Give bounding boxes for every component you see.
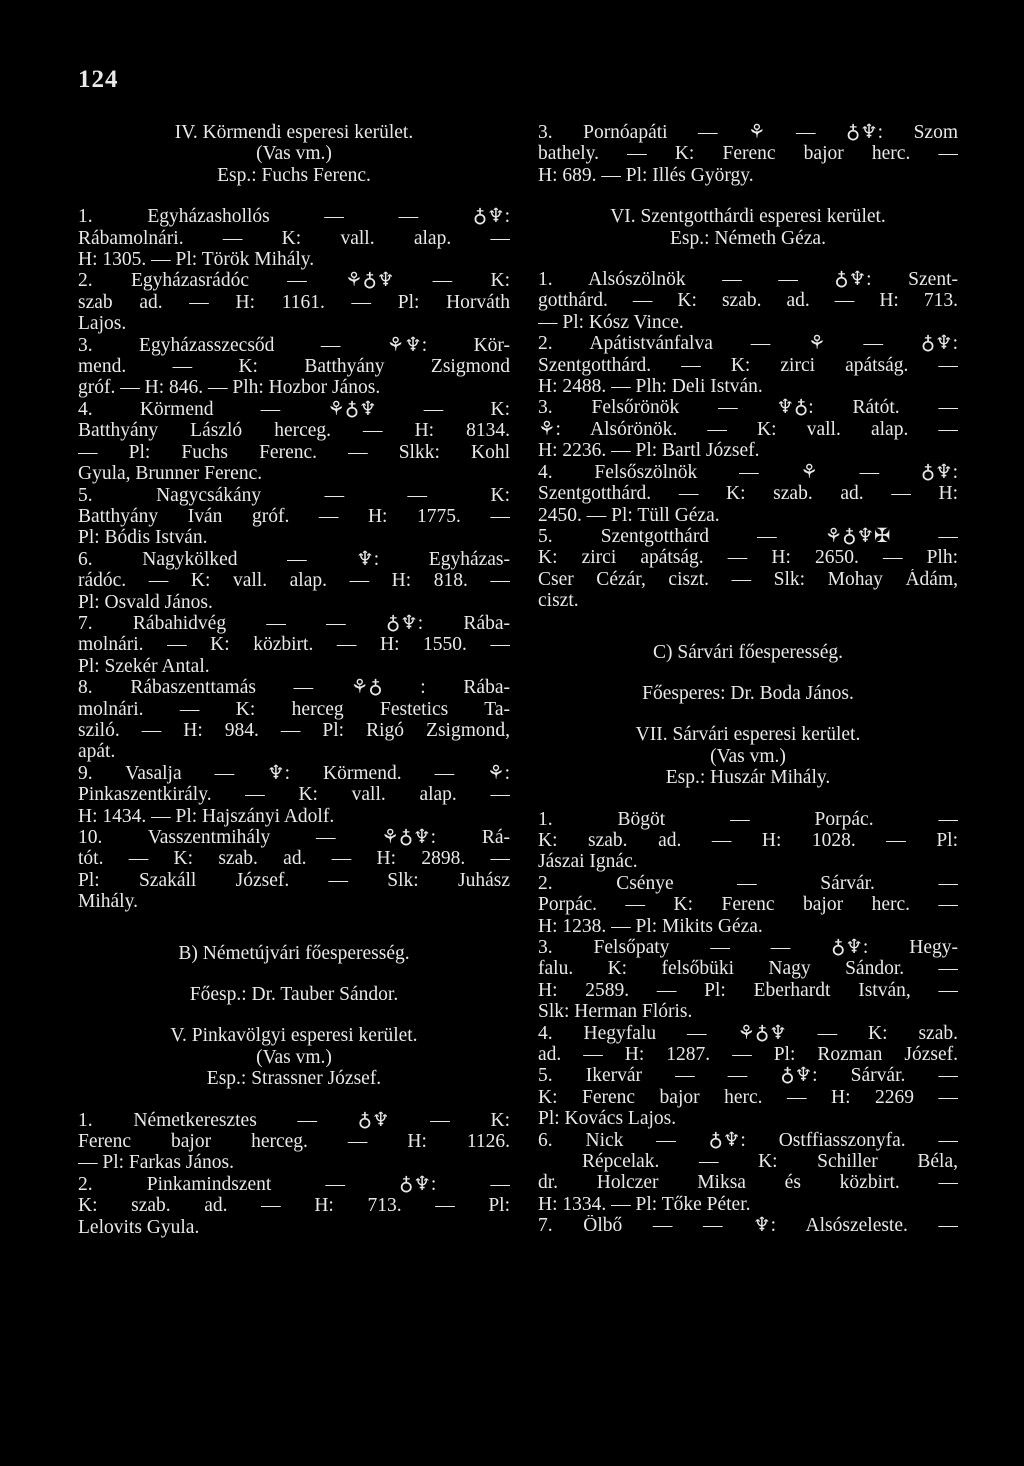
text-line: Rábamolnári. — K: vall. alap. —	[78, 227, 510, 249]
text-line: 5. Nagycsákány — — K:	[78, 484, 510, 506]
text-line: 2. Egyházasrádóc — ⚘♁♆ — K:	[78, 270, 510, 292]
text-line: (Vas vm.)	[256, 143, 332, 165]
text-line: 1. Bögöt — Porpác. —	[538, 808, 958, 830]
text-line: H: 689. — Pl: Illés György.	[538, 164, 754, 186]
text-line: 9. Vasalja — ♆: Körmend. — ⚘:	[78, 762, 510, 784]
left-column	[78, 122, 510, 1238]
text-line: 2. Apátistvánfalva — ⚘ — ♁♆:	[538, 333, 958, 355]
text-line: Főesperes: Dr. Boda János.	[642, 682, 854, 704]
text-line: K: szab. ad. — H: 1028. — Pl:	[538, 829, 958, 851]
text-line: Batthyány László herceg. — H: 8134.	[78, 420, 510, 442]
text-line: gotthárd. — K: szab. ad. — H: 713.	[538, 290, 958, 312]
text-line: bathely. — K: Ferenc bajor herc. —	[538, 143, 958, 165]
text-line: H: 1238. — Pl: Mikits Géza.	[538, 915, 763, 937]
text-line: VI. Szentgotthárdi esperesi kerület.	[610, 206, 886, 228]
text-line: 3. Felsőrönök — ♆♁: Rátót. —	[538, 397, 958, 419]
text-line: 1. Egyházashollós — — ♁♆:	[78, 206, 510, 228]
text-line: ciszt.	[538, 590, 579, 612]
text-line: 3. Egyházasszecsőd — ⚘♆: Kör-	[78, 334, 510, 356]
text-line: Szentgotthárd. — K: zirci apátság. —	[538, 354, 958, 376]
text-line: H: 1305. — Pl: Török Mihály.	[78, 249, 315, 271]
text-line: 2450. — Pl: Tüll Géza.	[538, 504, 720, 526]
text-line: (Vas vm.)	[710, 745, 786, 767]
text-line: K: Ferenc bajor herc. — H: 2269 —	[538, 1086, 958, 1108]
text-line: Esp.: Huszár Mihály.	[665, 767, 831, 789]
text-line: Lelovits Gyula.	[78, 1216, 200, 1238]
text-line: K: zirci apátság. — H: 2650. — Plh:	[538, 547, 958, 569]
text-line: Gyula, Brunner Ferenc.	[78, 463, 263, 485]
text-line: Pl: Osvald János.	[78, 591, 213, 613]
text-line: Ferenc bajor herceg. — H: 1126.	[78, 1131, 510, 1153]
text-line: 8. Rábaszenttamás — ⚘♁ : Rába-	[78, 677, 510, 699]
text-line: 10. Vasszentmihály — ⚘♁♆: Rá-	[78, 827, 510, 848]
text-line: 1. Németkeresztes — ♁♆ — K:	[78, 1109, 510, 1131]
text-line: Cser Cézár, ciszt. — Slk: Mohay Ádám,	[538, 568, 958, 590]
text-line: H: 2589. — Pl: Eberhardt István, —	[538, 979, 958, 1001]
text-line: 4. Felsőszölnök — ⚘ — ♁♆:	[538, 461, 958, 483]
text-line: apát.	[78, 741, 116, 763]
text-line: 4. Körmend — ⚘♁♆ — K:	[78, 398, 510, 420]
text-line: H: 2236. — Pl: Bartl József.	[538, 440, 760, 462]
text-line: Jászai Ignác.	[538, 851, 638, 873]
text-line: 7. Rábahidvég — — ♁♆: Rába-	[78, 612, 510, 634]
text-line: ⚘: Alsórönök. — K: vall. alap. —	[538, 418, 958, 440]
text-line: tót. — K: szab. ad. — H: 2898. —	[78, 848, 510, 870]
text-line: K: szab. ad. — H: 713. — Pl:	[78, 1195, 510, 1217]
text-line: 6. Nick — ♁♆: Ostffiasszonyfa. —	[538, 1129, 958, 1151]
page-number: 124	[78, 66, 119, 93]
text-line: Batthyány Iván gróf. — H: 1775. —	[78, 505, 510, 527]
text-line: 4. Hegyfalu — ⚘♁♆ — K: szab.	[538, 1022, 958, 1044]
text-line: szab ad. — H: 1161. — Pl: Horváth	[78, 291, 510, 313]
text-line: Szentgotthárd. — K: szab. ad. — H:	[538, 483, 958, 505]
text-line: gróf. — H: 846. — Plh: Hozbor János.	[78, 377, 381, 399]
text-line: 3. Felsőpaty — — ♁♆: Hegy-	[538, 937, 958, 958]
text-line: 2. Pinkamindszent — ♁♆: —	[78, 1173, 510, 1195]
text-line: Esp.: Fuchs Ferenc.	[217, 164, 371, 186]
text-line: 7. Ölbő — — ♆: Alsószeleste. —	[538, 1215, 958, 1237]
text-line: H: 2488. — Plh: Deli István.	[538, 376, 763, 398]
text-line: Répcelak. — K: Schiller Béla,	[582, 1151, 958, 1173]
text-line: ad. — H: 1287. — Pl: Rozman József.	[538, 1044, 958, 1066]
text-line: rádóc. — K: vall. alap. — H: 818. —	[78, 570, 510, 592]
text-line: IV. Körmendi esperesi kerület.	[174, 122, 414, 143]
text-line: V. Pinkavölgyi esperesi kerület.	[170, 1025, 418, 1047]
text-line: Pl: Kovács Lajos.	[538, 1108, 677, 1130]
text-line: 5. Szentgotthárd — ⚘♁♆✠ —	[538, 525, 958, 547]
text-line: Pinkaszentkirály. — K: vall. alap. —	[78, 784, 510, 806]
text-line: 2. Csénye — Sárvár. —	[538, 872, 958, 894]
text-line: Pl: Bódis István.	[78, 527, 208, 549]
text-line: Pl: Szakáll József. — Slk: Juhász	[78, 869, 510, 891]
text-line: H: 1434. — Pl: Hajszányi Adolf.	[78, 805, 335, 827]
text-line: Lajos.	[78, 313, 127, 335]
text-line: Esp.: Strassner József.	[206, 1068, 382, 1090]
text-line: 6. Nagykölked — ♆: Egyházas-	[78, 548, 510, 570]
text-line: Pl: Szekér Antal.	[78, 655, 210, 677]
text-line: — Pl: Fuchs Ferenc. — Slkk: Kohl	[78, 441, 510, 463]
text-line: molnári. — K: herceg Festetics Ta-	[78, 698, 510, 720]
text-line: 5. Ikervár — — ♁♆: Sárvár. —	[538, 1065, 958, 1087]
text-line: dr. Holczer Miksa és közbirt. —	[538, 1172, 958, 1194]
text-line: falu. K: felsőbüki Nagy Sándor. —	[538, 958, 958, 980]
text-line: mend. — K: Batthyány Zsigmond	[78, 356, 510, 378]
text-line: Esp.: Németh Géza.	[670, 227, 826, 249]
text-line: Slk: Herman Flóris.	[538, 1001, 693, 1023]
text-line: C) Sárvári főesperesség.	[652, 641, 844, 663]
text-line: (Vas vm.)	[256, 1046, 332, 1068]
text-line: 1. Alsószölnök — — ♁♆: Szent-	[538, 269, 958, 291]
text-line: H: 1334. — Pl: Tőke Péter.	[538, 1193, 751, 1215]
text-line: Mihály.	[78, 891, 138, 913]
text-line: — Pl: Farkas János.	[78, 1152, 234, 1174]
text-line: 3. Pornóapáti — ⚘ — ♁♆: Szom	[538, 122, 958, 143]
text-line: Főesp.: Dr. Tauber Sándor.	[189, 984, 399, 1006]
text-line: B) Németújvári főesperesség.	[178, 942, 410, 964]
text-line: — Pl: Kósz Vince.	[538, 311, 684, 333]
text-line: VII. Sárvári esperesi kerület.	[635, 724, 861, 746]
text-line: molnári. — K: közbirt. — H: 1550. —	[78, 634, 510, 656]
text-line: Porpác. — K: Ferenc bajor herc. —	[538, 894, 958, 916]
text-line: sziló. — H: 984. — Pl: Rigó Zsigmond,	[78, 719, 510, 741]
right-column	[538, 122, 958, 1237]
